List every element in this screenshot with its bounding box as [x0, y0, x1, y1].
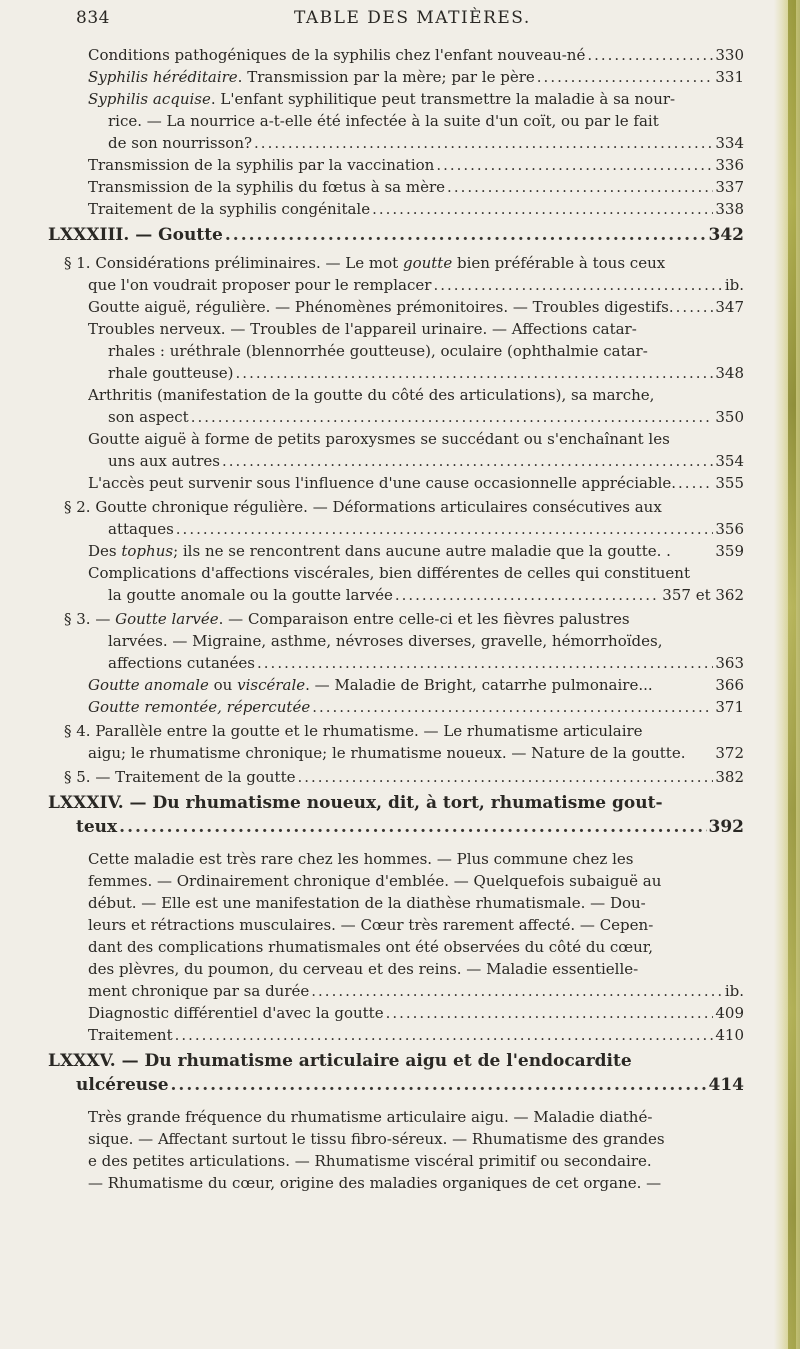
toc-entry-text: Cette maladie est très rare chez les hommes. — Plus commune chez les [88, 850, 634, 868]
toc-entry-text [64, 252, 665, 274]
toc-entry-text [88, 88, 675, 110]
toc-entry [88, 1150, 744, 1172]
toc-entry [88, 936, 744, 958]
toc-entry [108, 340, 744, 362]
toc-entry [64, 766, 744, 788]
toc-entry [88, 384, 744, 406]
toc-entry-text: larvées. — Migraine, asthme, névroses diverses, gravelle, hémorrhoïdes, [108, 632, 663, 650]
toc-entry-text: LXXXV. — Du rhumatisme articulaire aigu et de l'endocardite [48, 1051, 632, 1071]
text-run: . Transmission par la mère; par le père [237, 68, 535, 86]
toc-entry-text: L'accès peut survenir sous l'influence d'une cause occasionnelle appréciable. [88, 474, 677, 492]
page-ref: 354 [715, 452, 744, 470]
toc-entry [108, 406, 744, 428]
italic-text: goutte [402, 254, 453, 272]
toc-heading [76, 816, 744, 838]
dot-leader [370, 198, 713, 220]
toc-entry-text: ment chronique par sa durée [88, 982, 310, 1000]
toc-entry-text: Troubles nerveux. — Troubles de l'appareil urinaire. — Affections catar- [88, 320, 637, 338]
toc-entry-text: Traitement [88, 1026, 173, 1044]
toc-entry-text: Goutte aiguë à forme de petits paroxysmes se succédant ou s'enchaînant les [88, 430, 670, 448]
toc-heading [76, 1074, 744, 1096]
text-run: . L'enfant syphilitique peut transmettre la maladie à sa nour- [210, 90, 676, 108]
toc-entry [88, 892, 744, 914]
dot-leader [223, 224, 707, 246]
toc-entry [88, 562, 744, 584]
italic-text: Goutte larvée [115, 610, 219, 628]
toc-entry [88, 674, 744, 696]
page-ref: 414 [708, 1075, 744, 1095]
page-edge-shadow [788, 0, 796, 1349]
toc-entry-text [88, 674, 653, 696]
text-run: § 3. — [64, 610, 116, 628]
toc-entry [108, 450, 744, 472]
toc-entry [88, 176, 744, 198]
toc-entry-text: de son nourrisson? [108, 134, 253, 152]
page-ref: 382 [715, 768, 744, 786]
page-ref: 409 [715, 1004, 744, 1022]
toc-entry [108, 652, 744, 674]
dot-leader [585, 44, 713, 66]
toc-entry-text: aigu; le rhumatisme chronique; le rhumatisme noueux. — Nature de la goutte. [88, 744, 686, 762]
dot-leader [295, 766, 713, 788]
toc-entry-text: § 5. — Traitement de la goutte [64, 768, 296, 786]
toc-entry-text: que l'on voudrait proposer pour le remplacer [88, 276, 432, 294]
toc-entry-text: dant des complications rhumatismales ont été observées du côté du cœur, [88, 938, 654, 956]
page-ref: 359 [715, 542, 744, 560]
toc-entry [88, 274, 744, 296]
toc-entry [88, 44, 744, 66]
running-title: TABLE DES MATIÈRES. [294, 8, 531, 28]
dot-leader [169, 1074, 707, 1096]
page-ref: ib. [724, 982, 744, 1000]
toc-entry-text: Diagnostic différentiel d'avec la goutte [88, 1004, 384, 1022]
toc-heading [48, 792, 744, 814]
page-ref: 348 [715, 364, 744, 382]
dot-leader [434, 154, 713, 176]
toc-entry-text: son aspect [108, 408, 189, 426]
page-ref: 330 [715, 46, 744, 64]
toc-entry-text: Goutte aiguë, régulière. — Phénomènes prémonitoires. — Troubles digestifs. [88, 298, 674, 316]
page-ref: 366 [715, 676, 744, 694]
toc-entry-text: uns aux autres [108, 452, 220, 470]
toc-entry [88, 88, 744, 110]
text-run: . — Maladie de Bright, catarrhe pulmonaire... [305, 676, 653, 694]
toc-entry-text: Complications d'affections viscérales, bien différentes de celles qui constituent [88, 564, 690, 582]
italic-text: Syphilis héréditaire [88, 68, 238, 86]
toc-entry-text: teux [76, 817, 118, 837]
toc-entry-text: ulcéreuse [76, 1075, 169, 1095]
text-run: ; ils ne se rencontrent dans aucune autre maladie que la goutte. . [173, 542, 671, 560]
toc-entry-text: femmes. — Ordinairement chronique d'emblée. — Quelquefois subaiguë au [88, 872, 662, 890]
toc-entry-text [88, 540, 671, 562]
text-run: bien préférable à tous ceux [452, 254, 666, 272]
toc-entry-text: début. — Elle est une manifestation de la diathèse rhumatismale. — Dou- [88, 894, 646, 912]
dot-leader [676, 472, 713, 494]
toc-entry-text [64, 608, 630, 630]
page-ref: 371 [715, 698, 744, 716]
toc-entry-text: Conditions pathogéniques de la syphilis chez l'enfant nouveau-né [88, 46, 586, 64]
toc-entry [88, 914, 744, 936]
toc-entry [64, 496, 744, 518]
dot-leader [431, 274, 722, 296]
toc-entry [88, 1106, 744, 1128]
toc-entry [88, 428, 744, 450]
dot-leader [393, 584, 660, 606]
dot-leader [220, 450, 713, 472]
page-ref: 355 [715, 474, 744, 492]
dot-leader [255, 652, 713, 674]
toc-entry-text: e des petites articulations. — Rhumatisme viscéral primitif ou secondaire. [88, 1152, 652, 1170]
toc-entry [108, 362, 744, 384]
toc-entry-text [88, 696, 310, 718]
dot-leader [674, 296, 714, 318]
toc-entry [88, 980, 744, 1002]
toc-entry-text: Transmission de la syphilis par la vaccination [88, 156, 435, 174]
page-ref: ib. [724, 276, 744, 294]
page-ref: 363 [715, 654, 744, 672]
text-run: ou [208, 676, 238, 694]
toc-entry [88, 540, 744, 562]
toc-entry [108, 132, 744, 154]
toc-entry-text: § 2. Goutte chronique régulière. — Déformations articulaires consécutives aux [64, 498, 662, 516]
toc-entry [88, 472, 744, 494]
toc-entry-text: attaques [108, 520, 174, 538]
dot-leader [384, 1002, 714, 1024]
toc-entry-text: § 4. Parallèle entre la goutte et le rhumatisme. — Le rhumatisme articulaire [64, 722, 643, 740]
page-ref: 350 [715, 408, 744, 426]
toc-entry-text: — Rhumatisme du cœur, origine des maladies organiques de cet organe. — [88, 1174, 662, 1192]
page-ref: 392 [708, 817, 744, 837]
page-number: 834 [76, 8, 110, 28]
toc-entry-text: des plèvres, du poumon, du cerveau et des reins. — Maladie essentielle- [88, 960, 639, 978]
toc-entry [64, 720, 744, 742]
italic-text: Syphilis acquise [88, 90, 211, 108]
toc-entry [88, 318, 744, 340]
spacer [671, 540, 713, 562]
toc-entry [88, 958, 744, 980]
toc-entry [88, 1002, 744, 1024]
italic-text: Goutte remontée, répercutée [88, 698, 311, 716]
toc-entry [88, 742, 744, 764]
toc-entry-text: affections cutanées [108, 654, 256, 672]
toc-entry [88, 848, 744, 870]
dot-leader [535, 66, 714, 88]
page-ref: 334 [715, 134, 744, 152]
toc-entry-text: sique. — Affectant surtout le tissu fibro-séreux. — Rhumatisme des grandes [88, 1130, 665, 1148]
page-ref: 372 [715, 744, 744, 762]
toc-entry [88, 66, 744, 88]
page-header [76, 4, 736, 34]
toc-entry [108, 518, 744, 540]
page-ref: 336 [715, 156, 744, 174]
text-run: Des [88, 542, 122, 560]
spacer [653, 674, 714, 696]
toc-entry-text: la goutte anomale ou la goutte larvée [108, 586, 393, 604]
toc-entry [108, 110, 744, 132]
toc-entry [64, 608, 744, 630]
toc-entry [64, 252, 744, 274]
dot-leader [309, 980, 723, 1002]
toc-entry-text: Traitement de la syphilis congénitale [88, 200, 371, 218]
toc-entry-text: Arthritis (manifestation de la goutte du côté des articulations), sa marche, [88, 386, 655, 404]
toc-entry [88, 870, 744, 892]
page-ref: 347 [715, 298, 744, 316]
page-ref: 338 [715, 200, 744, 218]
toc-heading [48, 1050, 744, 1072]
toc-entry [88, 1128, 744, 1150]
toc-entry [108, 584, 744, 606]
dot-leader [174, 518, 714, 540]
italic-text: Goutte anomale [88, 676, 209, 694]
italic-text: tophus [121, 542, 174, 560]
dot-leader [189, 406, 714, 428]
toc-entry [88, 154, 744, 176]
page-ref: 337 [715, 178, 744, 196]
toc-entry-text: LXXXIV. — Du rhumatisme noueux, dit, à tort, rhumatisme gout- [48, 793, 663, 813]
dot-leader [234, 362, 714, 384]
toc-entry [108, 630, 744, 652]
toc-entry [88, 198, 744, 220]
toc-entry [88, 696, 744, 718]
toc-entry-text: rice. — La nourrice a-t-elle été infectée à la suite d'un coït, ou par le fait [108, 112, 659, 130]
spacer [685, 742, 713, 764]
toc-entry [88, 1024, 744, 1046]
toc-entry-text: rhale goutteuse) [108, 364, 234, 382]
toc-entry-text [88, 66, 535, 88]
toc-heading [48, 224, 744, 246]
page-edge [774, 0, 800, 1349]
dot-leader [310, 696, 713, 718]
page-ref: 331 [715, 68, 744, 86]
toc-entry [88, 1172, 744, 1194]
italic-text: viscérale [237, 676, 306, 694]
dot-leader [173, 1024, 714, 1046]
text-run: . — Comparaison entre celle-ci et les fièvres palustres [218, 610, 630, 628]
dot-leader [445, 176, 713, 198]
toc-entry-text: Transmission de la syphilis du fœtus à sa mère [88, 178, 446, 196]
text-run: § 1. Considérations préliminaires. — Le mot [64, 254, 403, 272]
dot-leader [252, 132, 713, 154]
page-ref: 356 [715, 520, 744, 538]
page-ref: 342 [708, 225, 744, 245]
toc-entry-text: rhales : uréthrale (blennorrhée goutteuse), oculaire (ophthalmie catar- [108, 342, 648, 360]
toc-entry-text: LXXXIII. — Goutte [48, 225, 223, 245]
page-ref: 410 [715, 1026, 744, 1044]
page-ref: 357 et 362 [662, 586, 744, 604]
toc-entry-text: Très grande fréquence du rhumatisme articulaire aigu. — Maladie diathé- [88, 1108, 653, 1126]
dot-leader [117, 816, 706, 838]
toc-entry-text: leurs et rétractions musculaires. — Cœur très rarement affecté. — Cepen- [88, 916, 654, 934]
toc-entry [88, 296, 744, 318]
